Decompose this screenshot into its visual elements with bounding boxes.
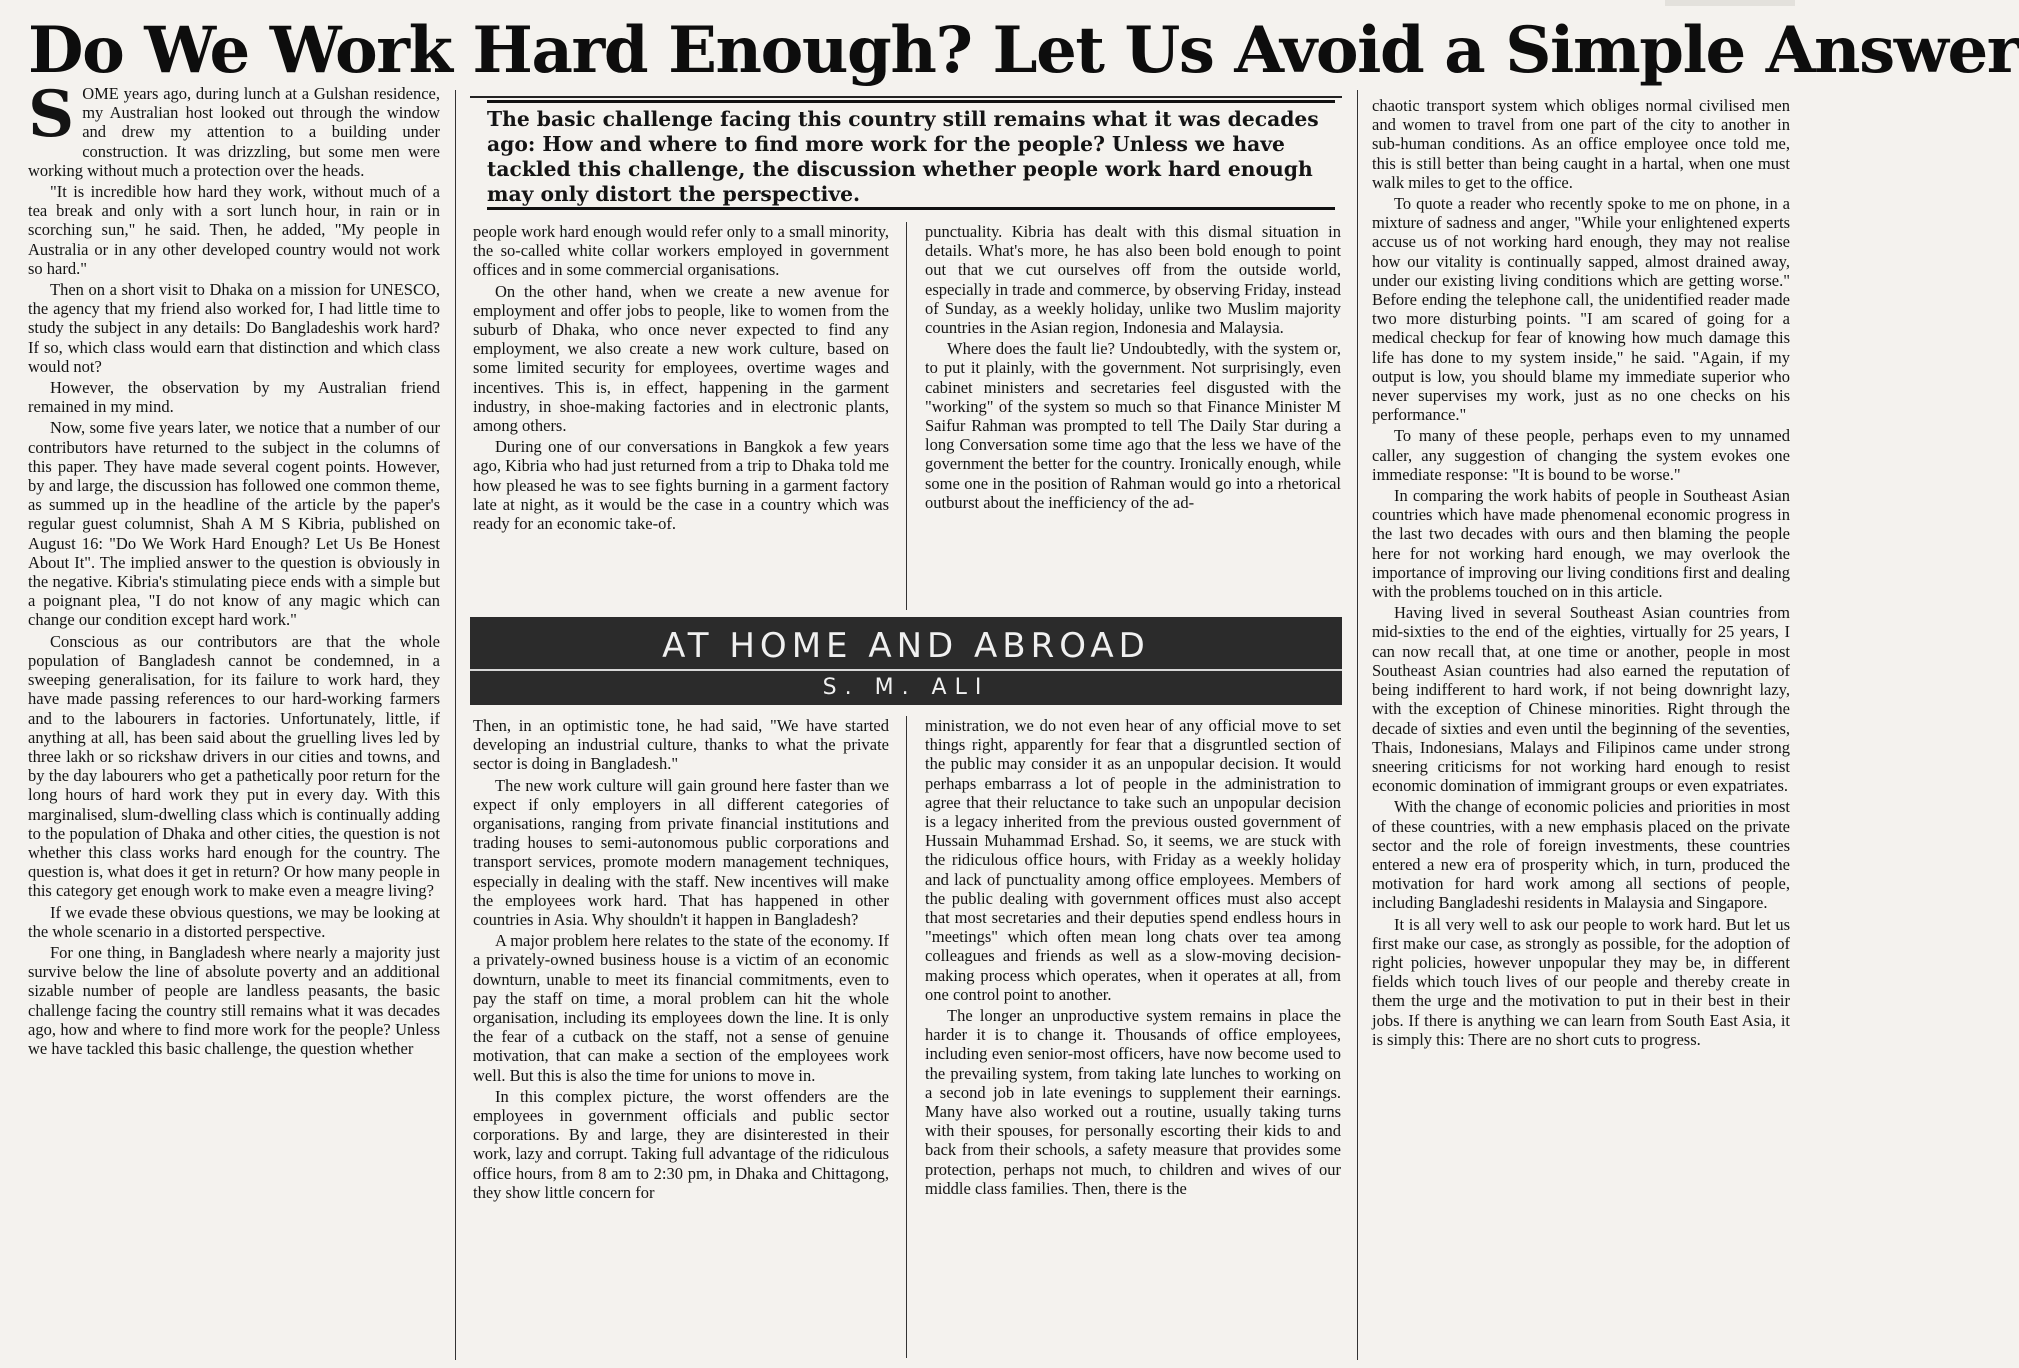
column-divider — [455, 90, 456, 1360]
column-2-bottom — [473, 716, 889, 1358]
paragraph: SOME years ago, during lunch at a Gulshan residence, my Australian host looked out through the window and drew my attention to a building under construction. It was drizzling, but some men were working without much a protection over the heads. — [28, 77, 440, 180]
column-banner — [470, 617, 1342, 705]
column-4 — [1372, 96, 1790, 1360]
column-3-top — [925, 222, 1341, 614]
paragraph: Where does the fault lie? Undoubtedly, with the system or, to put it plainly, with the government. Not surprisingly, even cabinet ministers and secretaries feel disgusted with the "working" of the system so much so that Finance Minister M Saifur Rahman was prompted to tell The Daily Star during a long Conversation some time ago that the less we have of the government the better for the country. Ironically enough, while some one in the position of Rahman would go into a rhetorical outburst about the inefficiency of the ad- — [925, 339, 1341, 512]
paragraph: Then, in an optimistic tone, he had said, "We have started developing an industrial culture, thanks to what the private sector is doing in Bangladesh." — [473, 716, 889, 774]
drop-cap: S — [28, 77, 75, 152]
paragraph: A major problem here relates to the state of the economy. If a privately-owned business house is a victim of an economic downturn, unable to meet its financial commitments, even to pay the staff on time, a moral problem can hit the whole organisation, including its employees down the line. It is only the fear of a cutback on the staff, not a sense of genuine motivation, that can make a section of the employees work well. But this is also the time for unions to move in. — [473, 931, 889, 1085]
paragraph: Then on a short visit to Dhaka on a mission for UNESCO, the agency that my friend also worked for, I had little time to study the subject in any details: Do Bangladeshis work hard? If so, which class would earn that distinction and which class would not? — [28, 280, 440, 376]
article-headline: Do We Work Hard Enough? Let Us Avoid a Simple Answer — [28, 13, 2019, 88]
paragraph: "It is incredible how hard they work, without much of a tea break and only with a sort lunch hour, in rain or in scorching sun," he said. Then, he added, "My people in Australia or in any other developed country would not work so hard." — [28, 182, 440, 278]
paragraph: Having lived in several Southeast Asian countries from mid-sixties to the end of the eighties, virtually for 25 years, I can now recall that, at one time or another, people in most Southeast Asian countries had also earned the reputation of being indifferent to hard work, if not being downright lazy, with the exception of Chinese minorities. Right through the decade of sixties and even until the beginning of the seventies, Thais, Indonesians, Malays and Filipinos came under strong sneering criticisms for not working hard enough to resist economic domination of immigrant groups or even expatriates. — [1372, 603, 1790, 796]
paragraph: On the other hand, when we create a new avenue for employment and offer jobs to people, like to women from the suburb of Dhaka, who once never expected to find any employment, we also create a new work culture, based on some limited security for employees, overtime wages and incentives. This is, in effect, happening in the garment industry, in shoe-making factories and in electronic plants, among others. — [473, 281, 889, 436]
paragraph: punctuality. Kibria has dealt with this dismal situation in details. What's more, he has also been bold enough to point out that we cut ourselves off from the outside world, especially in trade and commerce, by observing Friday, instead of Sunday, as a weekly holiday, unlike two Muslim majority countries in the Asian region, Indonesia and Malaysia. — [925, 222, 1341, 338]
paragraph: With the change of economic policies and priorities in most of these countries, with a new emphasis placed on the private sector and the role of foreign investments, these countries entered a new era of prosperity which, in turn, produced the motivation for hard work among all sections of people, including Bangladeshi residents in Malaysia and Singapore. — [1372, 797, 1790, 913]
byline: S. M. ALI — [822, 675, 990, 700]
paragraph: In this complex picture, the worst offenders are the employees in government officials and public sector corporations. By and large, they are disinterested in their work, lazy and corrupt. Taking full advantage of the ridiculous office hours, from 8 am to 2:30 pm, in Dhaka and Chittagong, they show little concern for — [473, 1086, 889, 1202]
column-1 — [28, 77, 440, 1358]
paragraph: ministration, we do not even hear of any official move to set things right, apparently for fear that a disgruntled section of the public may consider it as an unpopular decision. It would perhaps embarrass a lot of people in the administration to agree that their reluctance to take such an unpopular decision is a legacy inherited from the previous ousted government of Hussain Muhammad Ershad. So, it seems, we are stuck with the ridiculous office hours, with Friday as a weekly holiday and lack of punctuality among office employees. Members of the public dealing with government offices must also accept that most secretaries and their deputies spend endless hours in "meetings" which often mean long chats over tea among colleagues and friends as well as a slow-moving decision-making process which operates, when it operates at all, from one control point to another. — [925, 716, 1341, 1004]
column-divider — [906, 716, 907, 1358]
paragraph: However, the observation by my Australian friend remained in my mind. — [28, 378, 440, 417]
banner-title: AT HOME AND ABROAD — [662, 626, 1150, 666]
paragraph: To quote a reader who recently spoke to me on phone, in a mixture of sadness and anger, "While your enlightened experts accuse us of not working hard enough, they may not realise how our vitality is continually sapped, almost drained away, under our existing living conditions which are getting worse." Before ending the telephone call, the unidentified reader made two more disturbing points. "I am scared of going for a medical checkup for fear of knowing how much damage this life has done to my system inside," he said. "Again, if my output is low, you should blame my immediate superior who never supervises my work, just as no one checks on his performance." — [1372, 194, 1790, 425]
paragraph: If we evade these obvious questions, we may be looking at the whole scenario in a distorted perspective. — [28, 902, 440, 941]
column-3-bottom — [925, 716, 1341, 1358]
top-rule — [470, 96, 1342, 98]
paragraph: people work hard enough would refer only to a small minority, the so-called white collar workers employed in government offices and in some commercial organisations. — [473, 222, 889, 280]
column-divider — [1357, 90, 1358, 1360]
paragraph: To many of these people, perhaps even to my unnamed caller, any suggestion of changing the system evokes one immediate response: "It is bound to be worse." — [1372, 426, 1790, 484]
paragraph: The new work culture will gain ground here faster than we expect if only employers in all different categories of organisations, ranging from private financial institutions and trading houses to semi-autonomous public corporations and transport services, promote modern management techniques, especially in dealing with the staff. New incentives will make the employees work hard. That has happened in other countries in Asia. Why shouldn't it happen in Bangladesh? — [473, 775, 889, 930]
paragraph: In comparing the work habits of people in Southeast Asian countries which have made phenomenal economic progress in the last two decades with ours and then blaming the people here for not working hard enough, we may overlook the importance of improving our living conditions first and dealing with the problems touched on in this article. — [1372, 486, 1790, 602]
column-divider — [906, 222, 907, 610]
paragraph: During one of our conversations in Bangkok a few years ago, Kibria who had just returned from a trip to Dhaka told me how pleased he was to see fights burning in a garment factory late at night, as it would be the case in a country which was ready for an economic take-of. — [473, 437, 889, 534]
pull-quote: The basic challenge facing this country still remains what it was decades ago: How and where to find more work for the people? Unless we have tackled this challenge, the discussion whether people work hard enough may only distort the perspective. — [487, 100, 1335, 210]
paragraph: For one thing, in Bangladesh where nearly a majority just survive below the line of absolute poverty and an additional sizable number of people are landless peasants, the basic challenge facing the country still remains what it was decades ago, how and where to find more work for the people? Unless we have tackled this basic challenge, the question whether — [28, 942, 440, 1058]
column-2-top — [473, 222, 889, 614]
paragraph: chaotic transport system which obliges normal civilised men and women to travel from one part of the city to another in sub-human conditions. As an office employee once told me, this is still better than being caught in a hartal, when one must walk miles to get to the office. — [1372, 96, 1790, 192]
paragraph: It is all very well to ask our people to work hard. But let us first make our case, as strongly as possible, for the adoption of right policies, however unpopular they may be, in different fields which touch lives of our people and thereby create in them the urge and the motivation to put in their best in their jobs. If there is anything we can learn from South East Asia, it is simply this: There are no short cuts to progress. — [1372, 914, 1790, 1049]
banner-divider — [470, 669, 1342, 671]
paragraph: The longer an unproductive system remains in place the harder it is to change it. Thousands of office employees, including even senior-most officers, have now become used to the prevailing system, from taking late lunches to working on a second job in late evenings to supplement their earnings. Many have also worked out a routine, usually taking turns with their spouses, for personally escorting their kids to and back from their schools, a safety measure that provides some protection, perhaps not much, to children and wives of our middle class families. Then, there is the — [925, 1006, 1341, 1198]
paragraph: Now, some five years later, we notice that a number of our contributors have returned to the subject in the columns of this paper. They have made several cogent points. However, by and large, the discussion has followed one common theme, as summed up in the headline of the article by the paper's regular guest columnist, Shah A M S Kibria, published on August 16: "Do We Work Hard Enough? Let Us Be Honest About It". The implied answer to the question is obviously in the negative. Kibria's stimulating piece ends with a simple but a poignant plea, "I do not know of any magic which can change our condition except hard work." — [28, 418, 440, 630]
paragraph: Conscious as our contributors are that the whole population of Bangladesh cannot be condemned, in a sweeping generalisation, for its failure to work hard, they have made passing references to our hard-working farmers and to the labourers in factories. Unfortunately, little, if anything at all, has been said about the gruelling lives led by three lakh or so rickshaw drivers in our cities and towns, and by the day labourers who get a pathetically poor return for the long hours of hard work they put in every day. With this marginalised, slum-dwelling class which is continually adding to the population of Dhaka and other cities, the question is not whether this class works hard enough for the country. The question is, what does it get in return? Or how many people in this category get enough work to make even a meagre living? — [28, 631, 440, 901]
